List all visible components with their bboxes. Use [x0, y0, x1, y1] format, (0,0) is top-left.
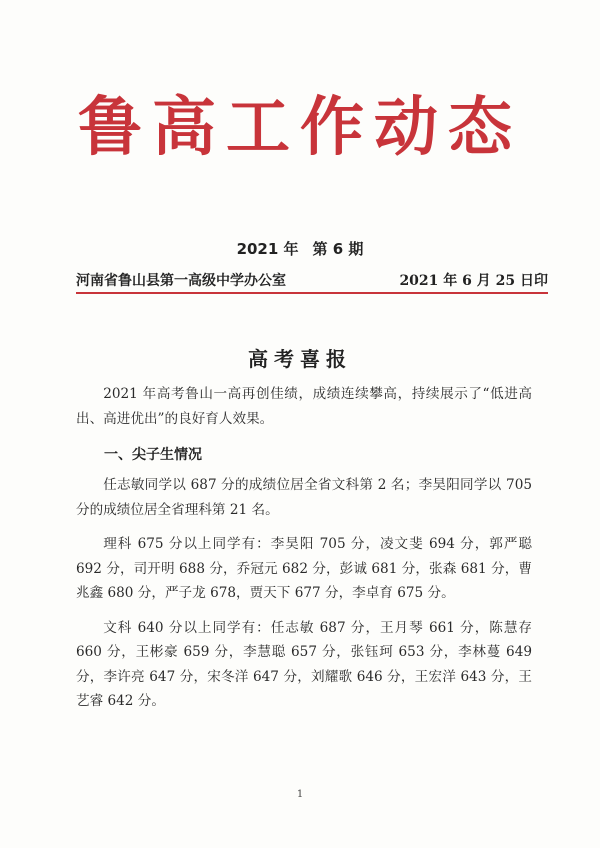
article-title: 高考喜报 [248, 347, 352, 371]
masthead-title: 鲁高工作动态 [78, 90, 522, 165]
section-heading: 一、尖子生情况 [104, 447, 202, 463]
science-paragraph: 理科 675 分以上同学有：李昊阳 705 分，凌文斐 694 分，郭严聪 692 分，司开明 688 分，乔冠元 682 分，彭诚 681 分，张森 681 分，曹兆鑫 680 分，严子龙 678，贾天下 677 分，李卓育 675 分。 [76, 536, 532, 601]
issue-year: 2021 年 [236, 240, 299, 258]
header-divider [76, 292, 548, 294]
article-body [76, 382, 532, 716]
issue-number: 第 6 期 [312, 240, 364, 258]
print-date: 2021 年 6 月 25 日印 [399, 273, 548, 289]
arts-paragraph: 文科 640 分以上同学有：任志敏 687 分，王月琴 661 分，陈慧存 660 分，王彬豪 659 分，李慧聪 657 分，张钰珂 653 分，李林蔓 649 分，李许亮 647 分，宋冬洋 647 分，刘耀歌 646 分，王宏洋 643 分，王艺睿 642 分。 [76, 619, 532, 709]
office-name: 河南省鲁山县第一高级中学办公室 [76, 273, 286, 289]
top-students-paragraph: 任志敏同学以 687 分的成绩位居全省文科第 2 名；李昊阳同学以 705 分的成绩位居全省理科第 21 名。 [76, 477, 532, 518]
page-number: 1 [296, 789, 304, 800]
issue-line [0, 238, 600, 259]
intro-paragraph: 2021 年高考鲁山一高再创佳绩，成绩连续攀高，持续展示了“低进高出、高进优出”的良好育人效果。 [76, 386, 532, 427]
meta-row [76, 270, 548, 290]
